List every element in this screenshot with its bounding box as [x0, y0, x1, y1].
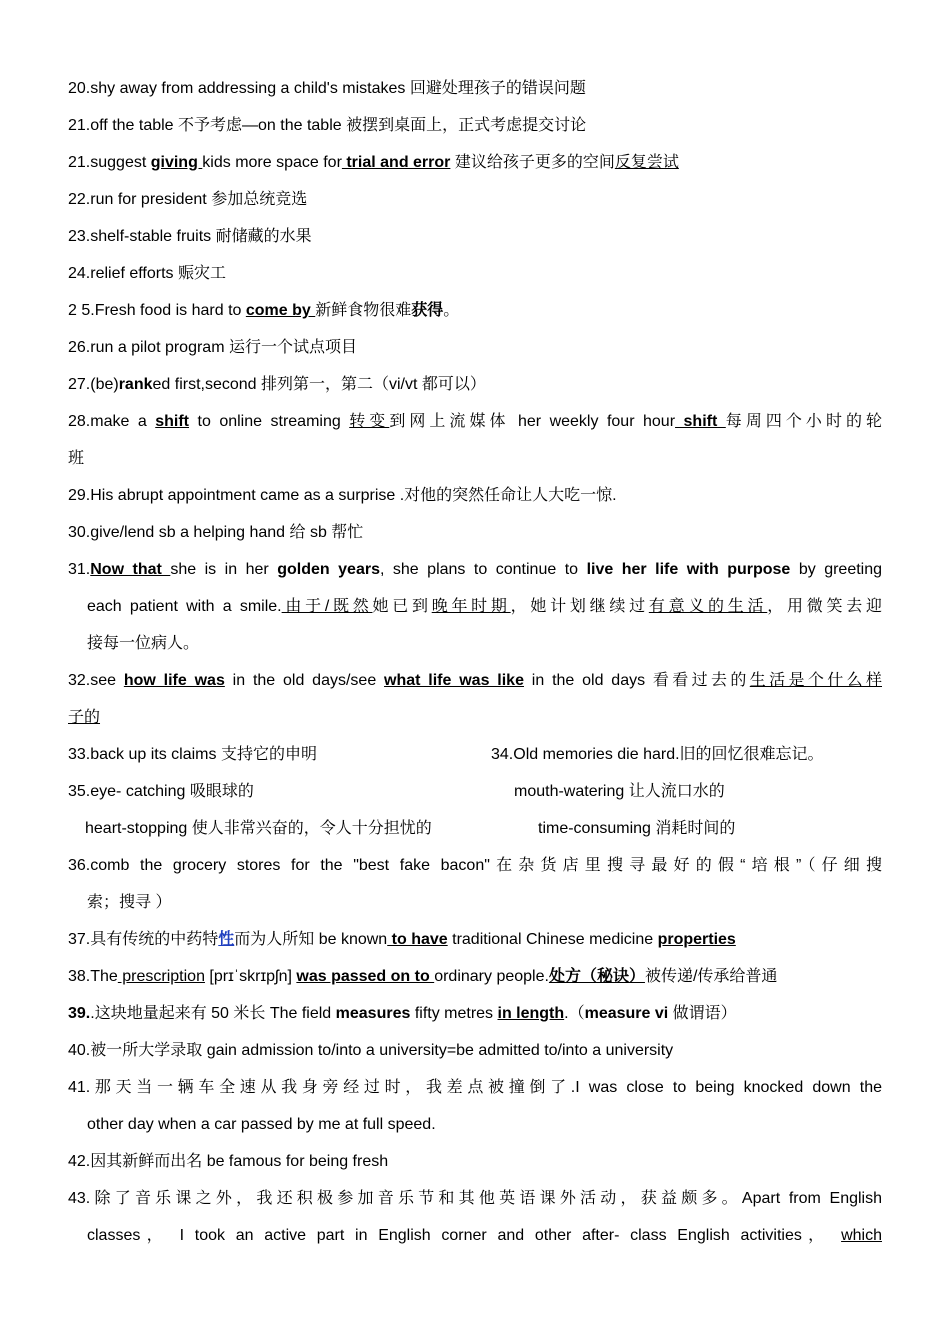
item-35-mouth-watering: mouth-watering 让人流口水的 [514, 783, 725, 800]
item-35-eye-catching: 35.eye- catching 吸眼球的 [68, 783, 254, 800]
item-41: 41.那天当一辆车全速从我身旁经过时，我差点被撞倒了.I was close to being knocked down the [68, 1079, 882, 1096]
item-23: 23.shelf-stable fruits 耐储藏的水果 [68, 228, 312, 245]
item-43: 43.除了音乐课之外，我还积极参加音乐节和其他英语课外活动，获益颇多。Apart from English [68, 1190, 882, 1207]
item-24: 24.relief efforts 赈灾工 [68, 265, 226, 282]
item-32-continued: 子的 [68, 709, 101, 726]
item-38: 38.The prescription [prɪˈskrɪpʃn] was passed on to ordinary people.处方（秘诀）被传递/传承给普通 [68, 968, 778, 985]
item-29: 29.His abrupt appointment came as a surprise .对他的突然任命让人大吃一惊. [68, 487, 617, 504]
item-40: 40.被一所大学录取 gain admission to/into a university=be admitted to/into a university [68, 1042, 674, 1059]
item-41-continued: other day when a car passed by me at full speed. [87, 1116, 436, 1133]
item-21-off-the-table: 21.off the table 不予考虑—on the table 被摆到桌面上，正式考虑提交讨论 [68, 117, 587, 134]
item-31-line-2: each patient with a smile.由于/既然她已到晚年时期，她计划继续过有意义的生活，用微笑去迎 [87, 598, 882, 615]
item-21-suggest: 21.suggest giving kids more space for trial and error 建议给孩子更多的空间反复尝试 [68, 154, 679, 171]
item-27: 27.(be)ranked first,second 排列第一，第二（vi/vt 都可以） [68, 376, 486, 393]
item-34: 34.Old memories die hard.旧的回忆很难忘记。 [491, 746, 824, 763]
vocabulary-list [68, 70, 882, 1254]
item-35-row-2 [68, 810, 882, 847]
item-36: 36.comb the grocery stores for the "best fake bacon"在杂货店里搜寻最好的假“培根”（仔细搜 [68, 857, 882, 874]
item-42: 42.因其新鲜而出名 be famous for being fresh [68, 1153, 389, 1170]
item-33: 33.back up its claims 支持它的申明 [68, 746, 317, 763]
item-25: 2 5.Fresh food is hard to come by 新鲜食物很难获得。 [68, 302, 460, 319]
item-28-continued: 班 [68, 450, 85, 467]
item-43-continued: classes， I took an active part in English corner and other after- class English activities， which [87, 1227, 882, 1244]
item-28: 28.make a shift to online streaming 转变到网上流媒体 her weekly four hour shift 每周四个小时的轮 [68, 413, 882, 430]
item-35-row-1 [68, 773, 882, 810]
item-20: 20.shy away from addressing a child's mistakes 回避处理孩子的错误问题 [68, 80, 586, 97]
item-30: 30.give/lend sb a helping hand 给 sb 帮忙 [68, 524, 364, 541]
item-33-34-row [68, 736, 882, 773]
item-37: 37.具有传统的中药特性而为人所知 be known to have traditional Chinese medicine properties [68, 931, 736, 948]
item-31-line-3: 接每一位病人。 [87, 635, 200, 652]
item-31: 31.Now that she is in her golden years, she plans to continue to live her life with purpose by greeting [68, 561, 882, 578]
item-36-continued: 索；搜寻 ） [87, 894, 172, 911]
item-22: 22.run for president 参加总统竞选 [68, 191, 308, 208]
item-26: 26.run a pilot program 运行一个试点项目 [68, 339, 357, 356]
item-32: 32.see how life was in the old days/see what life was like in the old days 看看过去的生活是个什么样 [68, 672, 882, 689]
item-35-time-consuming: time-consuming 消耗时间的 [538, 820, 736, 837]
item-35-heart-stopping: heart-stopping 使人非常兴奋的，令人十分担忧的 [85, 820, 432, 837]
item-39: 39..这块地量起来有 50 米长 The field measures fifty metres in length.（measure vi 做谓语） [68, 1005, 737, 1022]
